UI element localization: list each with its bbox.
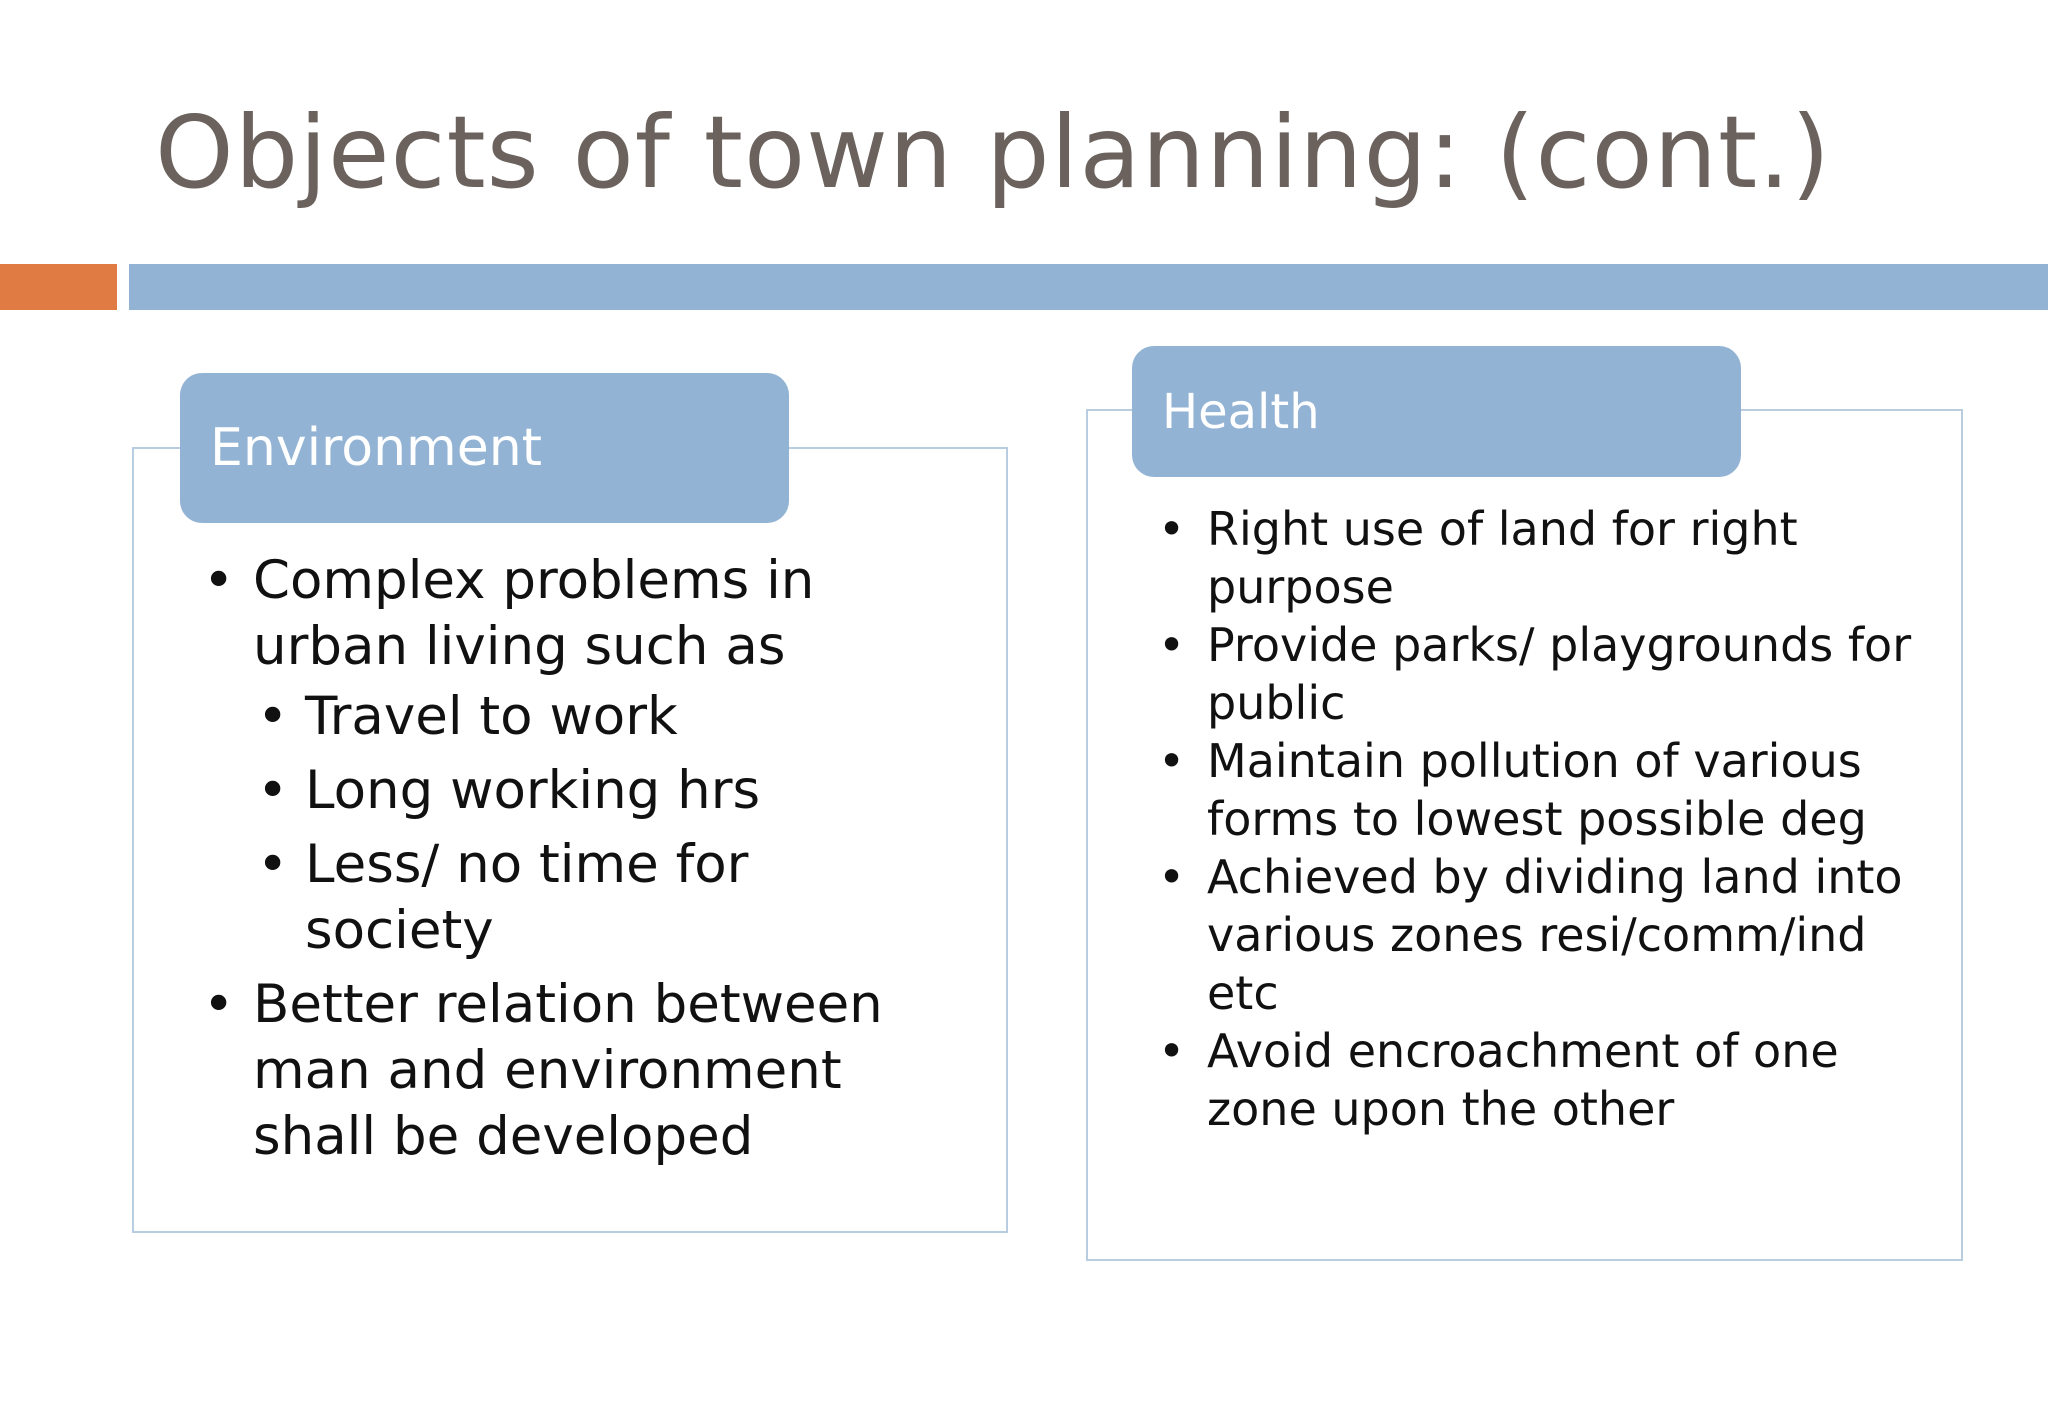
environment-bullet-list: [253, 548, 953, 1170]
health-header: [1132, 346, 1741, 477]
environment-bullet-text: Complex problems in urban living such as: [253, 550, 815, 677]
health-bullet-item: • Avoid encroachment of one zone upon the other: [1207, 1022, 1927, 1138]
environment-header: [180, 373, 789, 523]
environment-sub-item: • Less/ no time for society: [305, 832, 953, 964]
health-bullet-item: • Maintain pollution of various forms to lowest possible deg: [1207, 732, 1927, 848]
environment-bullet-item: [253, 548, 953, 964]
environment-sub-item: • Long working hrs: [305, 758, 953, 824]
slide-title: Objects of town planning: (cont.): [155, 94, 1832, 211]
environment-bullet-text: Better relation between man and environment shall be developed: [253, 974, 883, 1167]
environment-sub-item: • Travel to work: [305, 684, 953, 750]
health-bullet-item: • Right use of land for right purpose: [1207, 500, 1927, 616]
accent-bar-orange: [0, 264, 117, 310]
health-bullet-item: • Provide parks/ playgrounds for public: [1207, 616, 1927, 732]
health-bullet-list: [1207, 500, 1927, 1138]
health-header-label: Health: [1162, 383, 1320, 440]
accent-bar-blue: [129, 264, 2048, 310]
environment-header-label: Environment: [210, 418, 543, 478]
environment-bullet-item: [253, 972, 953, 1170]
health-bullet-item: • Achieved by dividing land into various zones resi/comm/ind etc: [1207, 848, 1927, 1022]
environment-sub-list: [253, 684, 953, 964]
